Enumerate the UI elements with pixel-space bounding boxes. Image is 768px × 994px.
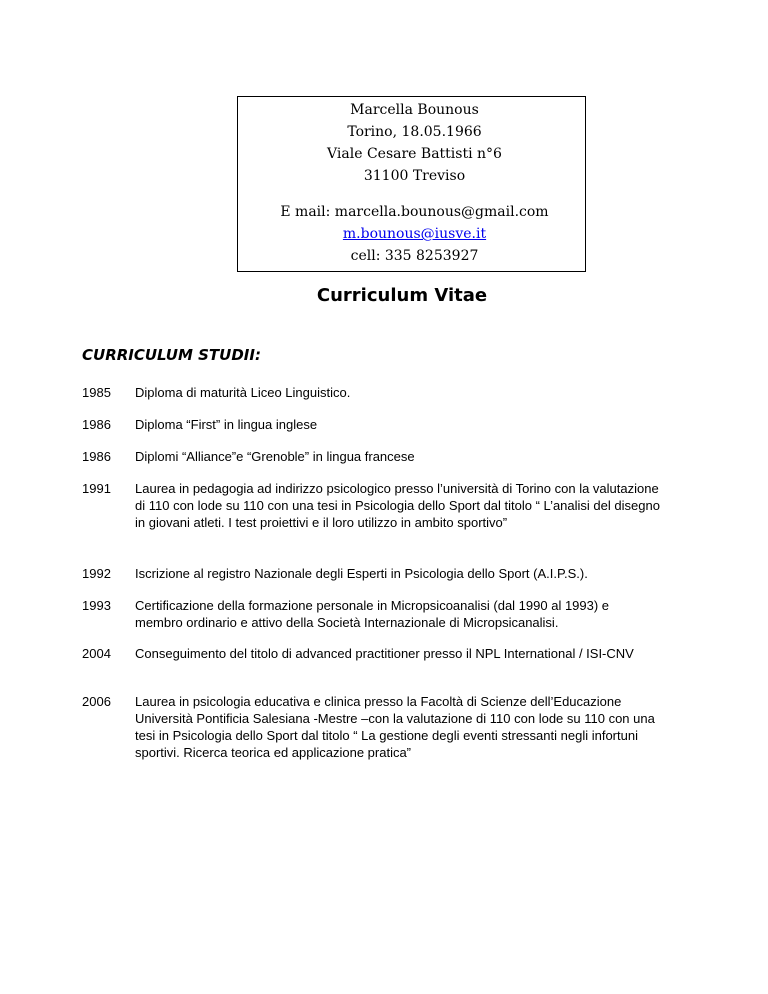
contact-email-alt-line <box>244 223 585 245</box>
entry-text: Certificazione della formazione personale in Micropsicoanalisi (dal 1990 al 1993) e membro ordinario e attivo della Società Internazionale di Micropsicanalisi. <box>135 598 610 630</box>
entry-text: Diplomi “Alliance”e “Grenoble” in lingua francese <box>135 449 415 464</box>
entry-year: 1986 <box>82 417 111 432</box>
entry-text: Iscrizione al registro Nazionale degli Esperti in Psicologia dello Sport (A.I.P.S.). <box>135 566 588 581</box>
entry-text: Diploma “First” in lingua inglese <box>135 417 318 432</box>
entry-year: 1985 <box>82 385 111 400</box>
document-title: Curriculum Vitae <box>316 285 488 306</box>
contact-spacer <box>244 187 585 201</box>
contact-birth: Torino, 18.05.1966 <box>347 124 482 140</box>
entry-year: 2004 <box>82 646 111 661</box>
contact-street: Viale Cesare Battisti n°6 <box>327 146 502 162</box>
contact-name: Marcella Bounous <box>350 102 479 118</box>
entry-year: 1991 <box>82 481 111 496</box>
contact-cell: cell: 335 8253927 <box>350 248 479 264</box>
email-alt-link[interactable]: m.bounous@iusve.it <box>342 226 487 242</box>
entry-year: 1986 <box>82 449 111 464</box>
section-heading: CURRICULUM STUDII: <box>82 346 261 364</box>
entry-year: 2006 <box>82 694 111 709</box>
entry-text: Laurea in pedagogia ad indirizzo psicologico presso l’università di Torino con la valutazione di 110 con lode su 110 con una tesi in Psicologia dello Sport dal titolo “ L’analisi del disegno in giovani atleti. I test proiettivi e il loro utilizzo in ambito sportivo” <box>135 481 660 530</box>
entry-text: Conseguimento del titolo di advanced practitioner presso il NPL International / ISI-CNV <box>135 646 634 661</box>
entry-text: Diploma di maturità Liceo Linguistico. <box>135 385 351 400</box>
contact-box <box>237 96 586 272</box>
entry-text: Laurea in psicologia educativa e clinica presso la Facoltà di Scienze dell’Educazione Università Pontificia Salesiana -Mestre –con la valutazione di 110 con lode su 110 con una tesi in Psicologia dello Sport dal titolo “ La gestione degli eventi stressanti negli infortuni sportivi. Ricerca teorica ed applicazione pratica” <box>135 694 655 760</box>
entry-year: 1993 <box>82 598 111 613</box>
contact-city: 31100 Treviso <box>363 168 466 184</box>
contact-email: E mail: marcella.bounous@gmail.com <box>280 204 549 220</box>
entry-year: 1992 <box>82 566 111 581</box>
